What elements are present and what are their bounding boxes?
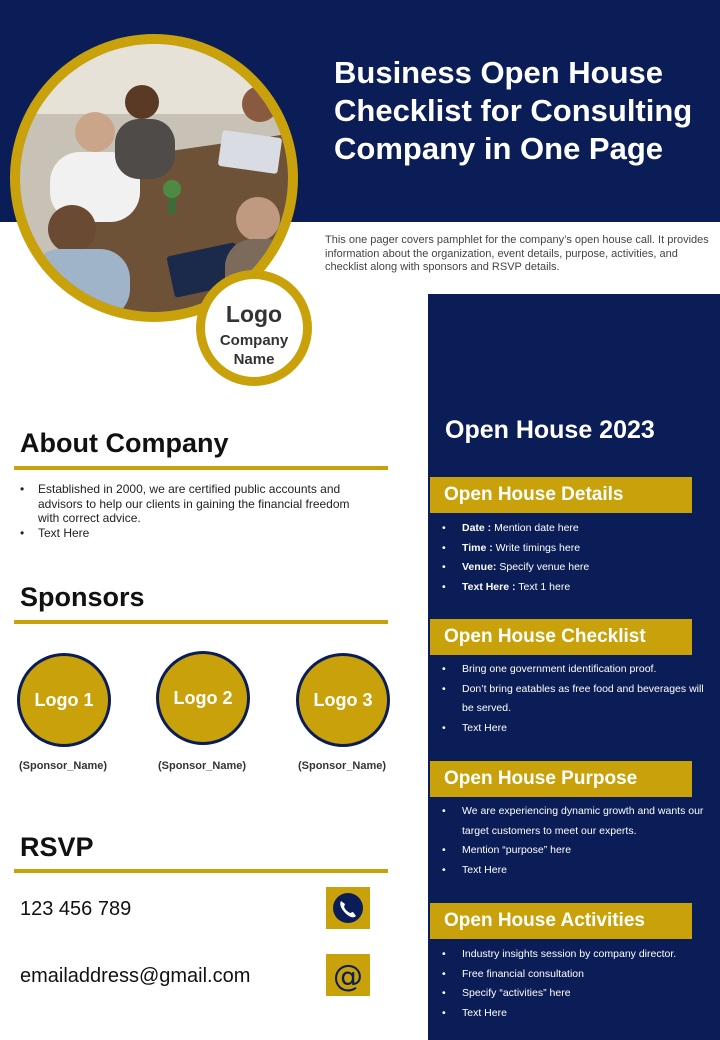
email-at-icon <box>326 954 370 996</box>
details-label: Date : <box>462 522 492 534</box>
list-item: • Text Here <box>440 861 712 881</box>
details-list <box>440 519 712 597</box>
list-item: • Text Here <box>440 1004 712 1024</box>
list-item: • Industry insights session by company director. <box>440 945 712 965</box>
activities-list <box>440 945 712 1023</box>
sponsors-rule <box>14 620 388 624</box>
logo-text: Logo <box>225 301 283 327</box>
page-title: Business Open House Checklist for Consulting Company in One Page <box>334 55 693 166</box>
phone-number: 123 456 789 <box>20 898 132 920</box>
details-text: Text 1 here <box>515 580 571 593</box>
checklist-list <box>440 660 712 738</box>
sponsor-name-3: (Sponsor_Name) <box>297 760 387 772</box>
list-item: • Don’t bring eatables as free food and beverages will be served. <box>440 680 712 719</box>
intro-paragraph: This one pager covers pamphlet for the company’s open house call. It provides information about the organization, event details, purpose, activities, and checklist along with sponsors and RSVP details. <box>325 234 709 273</box>
about-list <box>14 482 364 540</box>
svg-text:@: @ <box>333 959 363 994</box>
about-heading: About Company <box>20 428 229 458</box>
details-label: Venue: <box>462 561 497 573</box>
list-item <box>440 539 712 559</box>
checklist-title-bar: Open House Checklist <box>430 619 692 655</box>
rsvp-heading: RSVP <box>20 832 94 862</box>
list-item <box>440 519 712 539</box>
details-label: Time : <box>462 541 493 554</box>
list-item: • Established in 2000, we are certified public accounts and advisors to help our clients in gaining the financial freedom with correct advice. <box>14 482 364 526</box>
open-house-heading: Open House 2023 <box>445 416 655 444</box>
company-name-line1: Company <box>219 332 289 349</box>
purpose-title-bar: Open House Purpose <box>430 761 692 797</box>
sponsors-heading: Sponsors <box>20 582 145 612</box>
list-item: • Text Here <box>440 719 712 739</box>
details-text: Mention date here <box>491 522 579 534</box>
list-item: • Specify “activities” here <box>440 984 712 1004</box>
list-item: • Text Here <box>14 526 364 541</box>
sponsor-logo-2: Logo 2 <box>156 651 250 745</box>
list-item: • We are experiencing dynamic growth and wants our target customers to meet our experts. <box>440 802 712 841</box>
list-item: • Mention “purpose” here <box>440 841 712 861</box>
company-logo-badge <box>205 279 303 377</box>
about-rule <box>14 466 388 470</box>
activities-title-bar: Open House Activities <box>430 903 692 939</box>
company-name-line2: Name <box>233 351 275 368</box>
phone-icon <box>326 887 370 929</box>
purpose-list <box>440 802 712 880</box>
sponsor-logo-1: Logo 1 <box>17 653 111 747</box>
sponsor-name-1: (Sponsor_Name) <box>18 760 108 772</box>
list-item <box>440 578 712 598</box>
details-label: Text Here : <box>462 580 516 593</box>
details-text: Write timings here <box>492 541 581 554</box>
list-item: • Free financial consultation <box>440 965 712 985</box>
email-address: emailaddress@gmail.com <box>20 965 251 987</box>
rsvp-rule <box>14 869 388 873</box>
company-name <box>205 331 303 369</box>
sponsor-logo-3: Logo 3 <box>296 653 390 747</box>
list-item <box>440 558 712 578</box>
details-text: Specify venue here <box>496 561 590 573</box>
sponsor-name-2: (Sponsor_Name) <box>157 760 247 772</box>
details-title-bar: Open House Details <box>430 477 692 513</box>
list-item: • Bring one government identification proof. <box>440 660 712 680</box>
